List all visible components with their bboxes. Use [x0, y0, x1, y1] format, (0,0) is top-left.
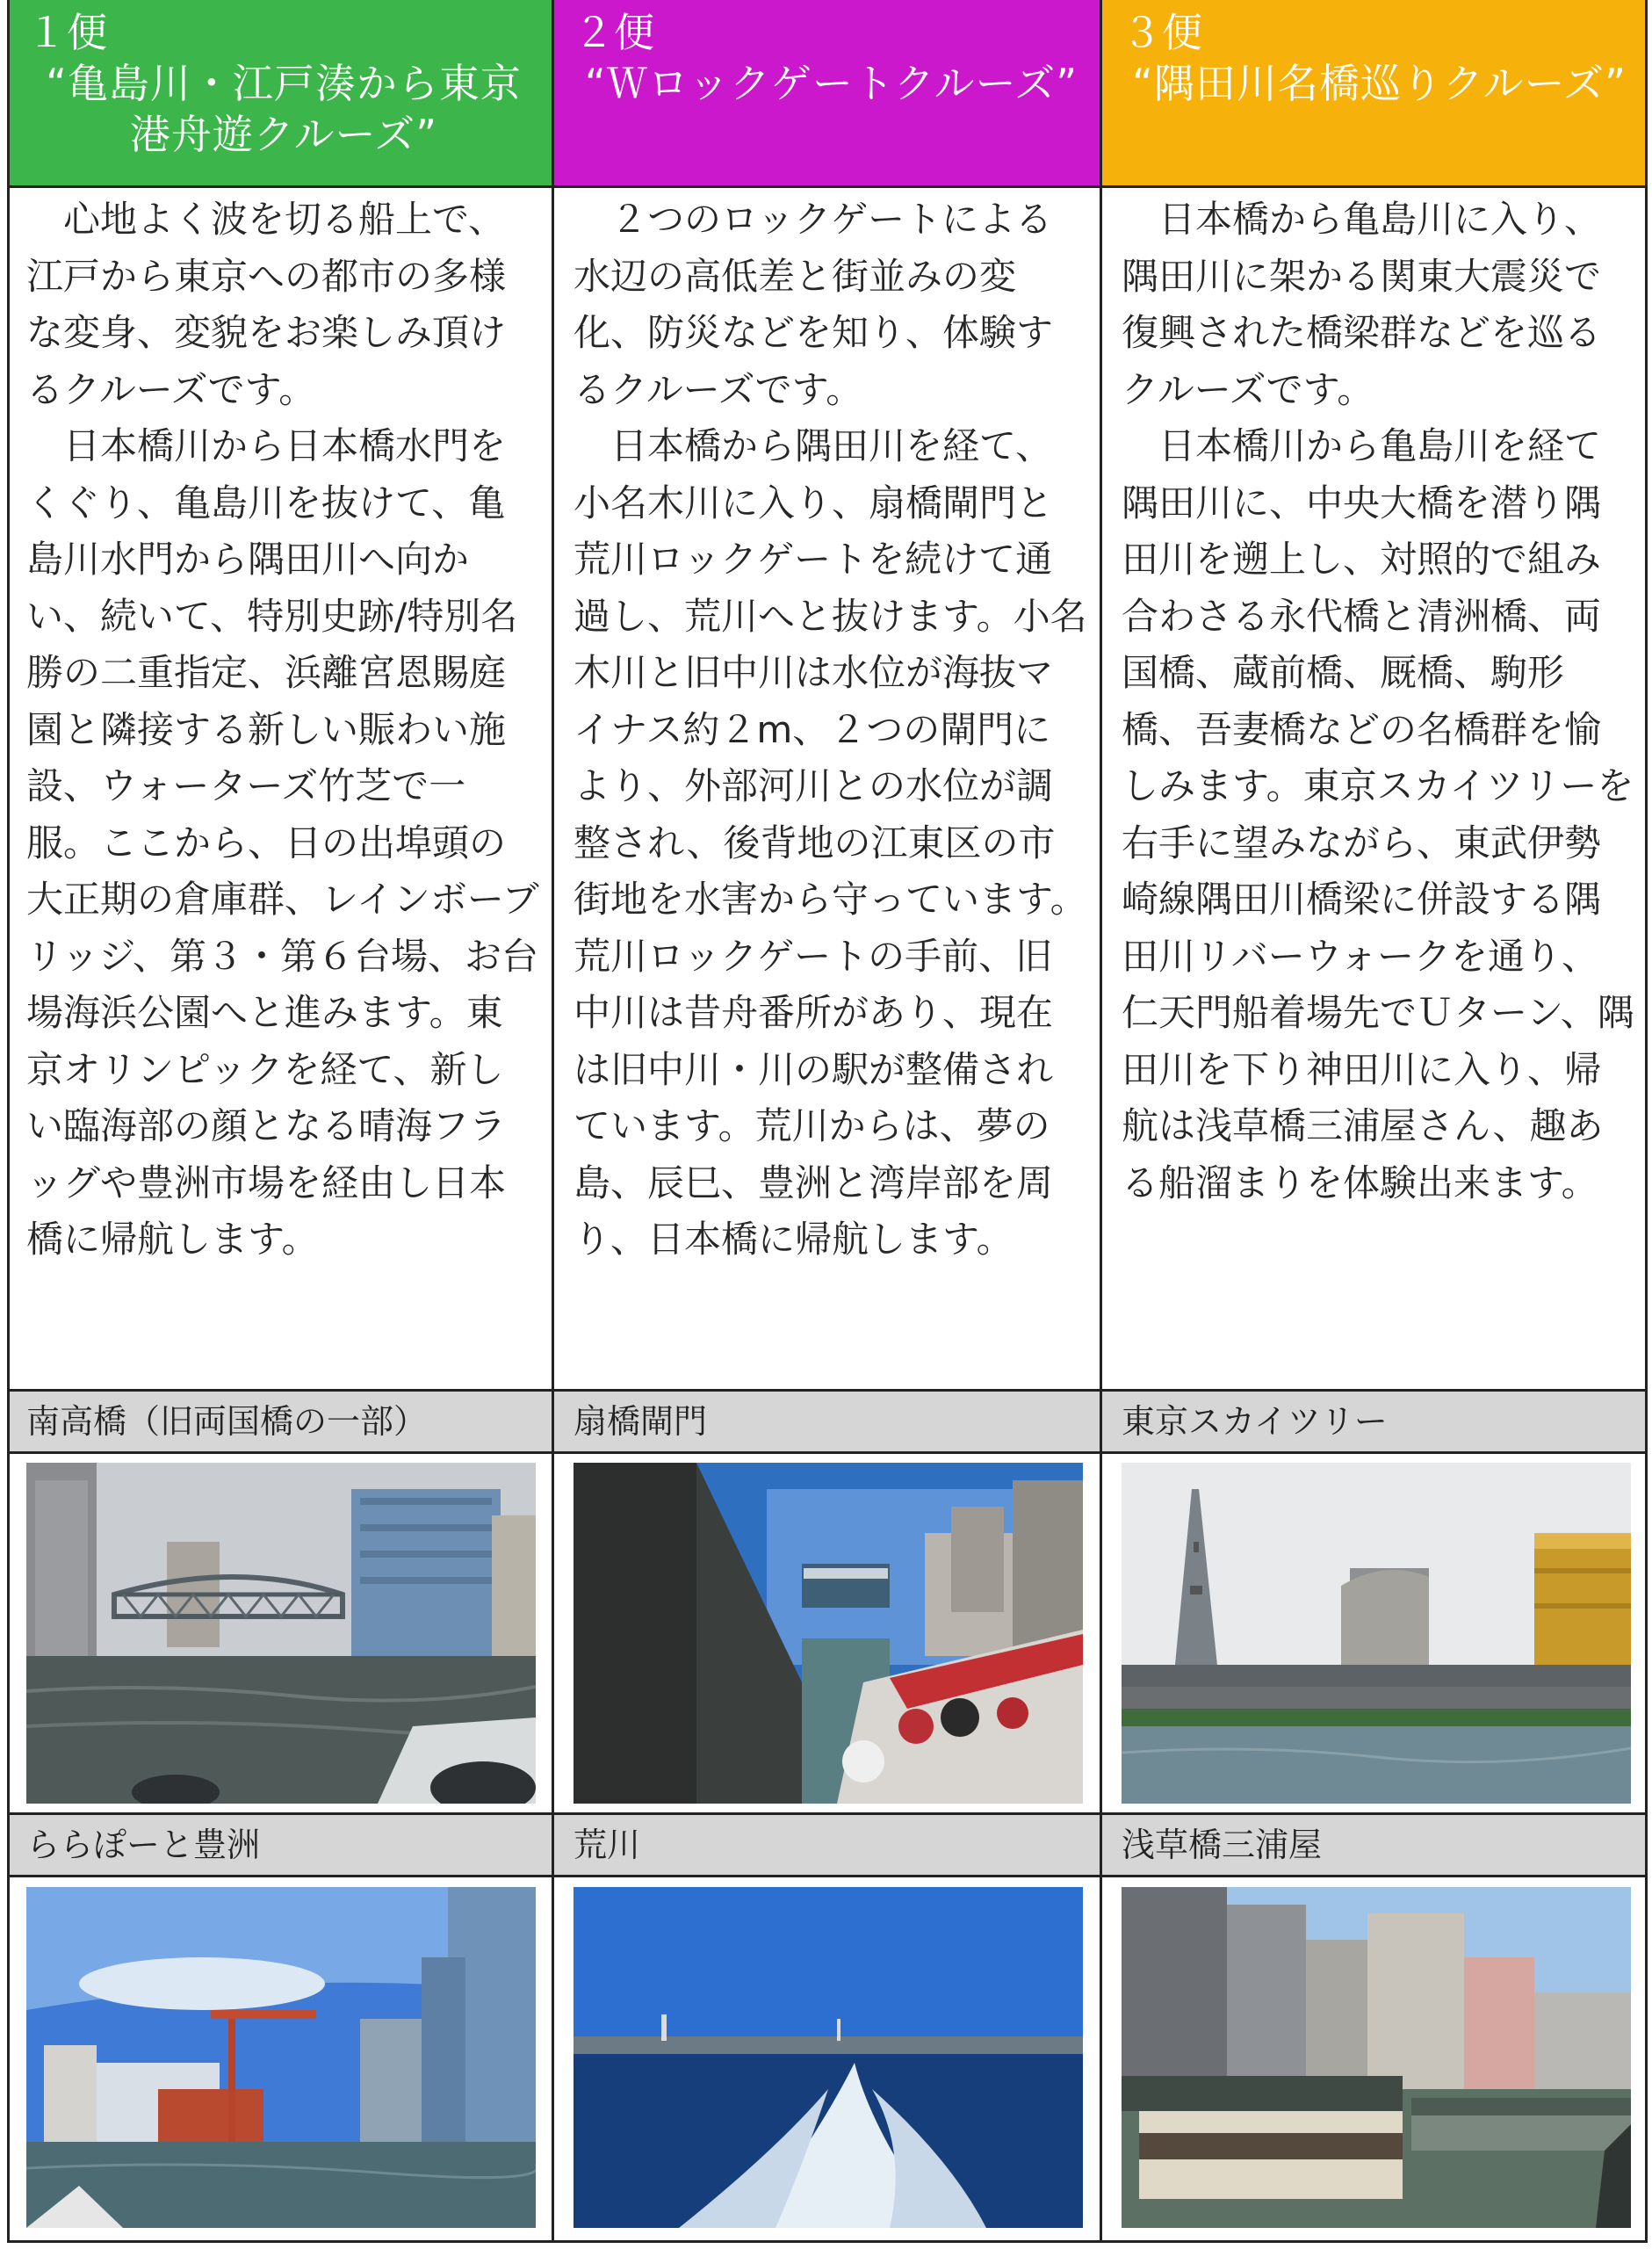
- column-divider: [552, 0, 554, 2243]
- table-border-left: [7, 0, 10, 2243]
- photo-minami-takahashi-bridge: [26, 1463, 536, 1804]
- cruise-1-paragraph: 心地よく波を切る船上で、江戸から東京への都市の多様な変身、変貌をお楽しみ頂けるクルーズです。: [26, 198, 507, 411]
- row-divider: [7, 1389, 1648, 1392]
- table-border-bottom: [7, 2240, 1648, 2243]
- cruise-1-number: １便: [26, 9, 107, 56]
- cruise-2-title: “Ｗロックゲートクルーズ”: [584, 60, 1078, 107]
- photo-caption: 浅草橋三浦屋: [1122, 1826, 1323, 1864]
- cruise-1-paragraph: 日本橋川から日本橋水門をくぐり、亀島川を抜けて、亀島川水門から隅田川へ向かい、続いて、特別史跡/特別名勝の二重指定、浜離宮恩賜庭園と隣接する新しい賑わい施設、ウォーターズ竹芝で一服。ここから、日の出埠頭の大正期の倉庫群、レインボーブリッジ、第３・第６台場、お台場海浜公園へと進みます。東京オリンピックを経て、新しい臨海部の顔となる晴海フラッグや豊洲市場を経由し日本橋に帰航します。: [26, 424, 539, 1261]
- cruise-1-header: [7, 0, 552, 185]
- cruise-1-description: [7, 192, 552, 1269]
- cruise-3-header: [1102, 0, 1648, 185]
- cruise-3-title: “隅田川名橋巡りクルーズ”: [1132, 60, 1627, 107]
- photo-ogibashi-lock: [574, 1463, 1083, 1804]
- table-border-right: [1645, 0, 1648, 2243]
- photo-caption: 扇橋閘門: [574, 1402, 708, 1441]
- cruise-3-description: [1102, 192, 1648, 1211]
- column-divider: [1100, 0, 1102, 2243]
- row-divider: [7, 185, 1648, 188]
- cruise-2-paragraph: ２つのロックゲートによる水辺の高低差と街並みの変化、防災などを知り、体験するクルーズです。: [574, 198, 1054, 411]
- photo-asakusabashi-miuraya: [1122, 1887, 1631, 2228]
- row-divider: [7, 1875, 1648, 1877]
- cruise-3-paragraph: 日本橋川から亀島川を経て隅田川に、中央大橋を潜り隅田川を遡上し、対照的で組み合わさる永代橋と清洲橋、両国橋、蔵前橋、厩橋、駒形橋、吾妻橋などの名橋群を愉しみます。東京スカイツリーを右手に望みながら、東武伊勢崎線隅田川橋梁に併設する隅田川リバーウォークを通り、仁天門船着場先でＵターン、隅田川を下り神田川に入り、帰航は浅草橋三浦屋さん、趣ある船溜まりを体験出来ます。: [1122, 424, 1634, 1204]
- cruise-3-number: ３便: [1122, 9, 1202, 56]
- row-divider: [7, 1812, 1648, 1815]
- cruise-table: [7, 0, 1648, 2243]
- photo-caption: ららぽーと豊洲: [26, 1826, 261, 1864]
- photo-caption: 東京スカイツリー: [1122, 1402, 1388, 1441]
- row-divider: [7, 1451, 1648, 1454]
- cruise-2-paragraph: 日本橋から隅田川を経て、小名木川に入り、扇橋閘門と荒川ロックゲートを続けて通過し、荒川へと抜けます。小名木川と旧中川は水位が海抜マイナス約２m、２つの閘門により、外部河川との水位が調整され、後背地の江東区の市街地を水害から守っています。荒川ロックゲートの手前、旧中川は昔舟番所があり、現在は旧中川・川の駅が整備されています。荒川からは、夢の島、辰巳、豊洲と湾岸部を周り、日本橋に帰航します。: [574, 424, 1087, 1261]
- photo-caption-row-1: [7, 1392, 1648, 1451]
- cruise-2-description: [554, 192, 1100, 1269]
- cruise-2-number: ２便: [574, 9, 654, 56]
- photo-tokyo-skytree: [1122, 1463, 1631, 1804]
- photo-lalaport-toyosu: [26, 1887, 536, 2228]
- cruise-2-header: [554, 0, 1100, 185]
- cruise-1-title: “亀島川・江戸湊から東京港舟遊クルーズ”: [46, 60, 522, 158]
- photo-arakawa-river: [574, 1887, 1083, 2228]
- photo-caption: 南高橋（旧両国橋の一部）: [26, 1402, 428, 1441]
- photo-caption-row-2: [7, 1815, 1648, 1875]
- photo-caption: 荒川: [574, 1826, 641, 1864]
- cruise-3-paragraph: 日本橋から亀島川に入り、隅田川に架かる関東大震災で復興された橋梁群などを巡るクルーズです。: [1122, 198, 1602, 411]
